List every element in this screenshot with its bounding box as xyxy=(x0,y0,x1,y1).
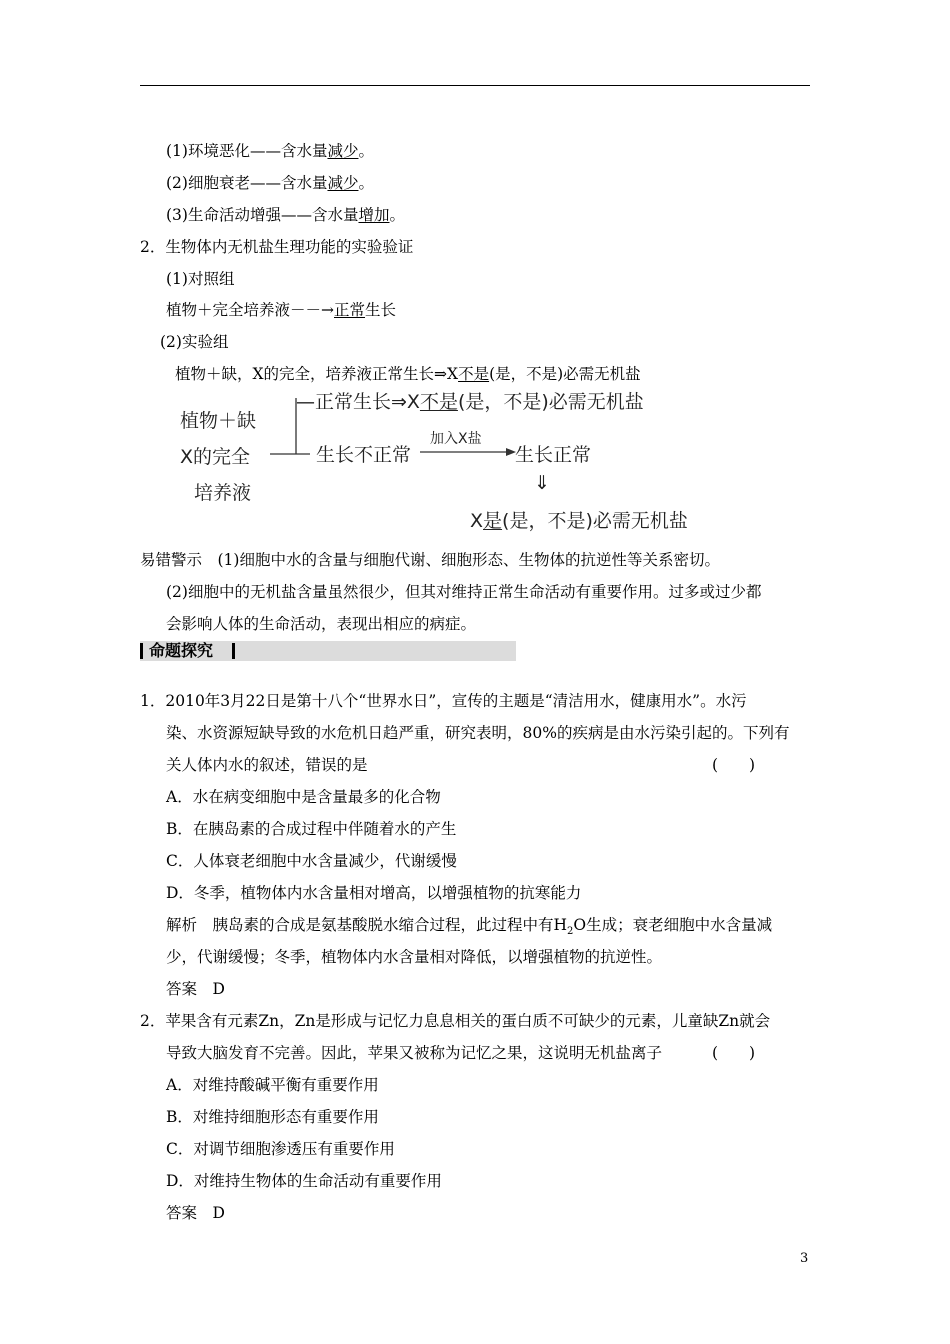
q1-analysis-line-1 xyxy=(166,913,772,937)
q1-line-2: 染、水资源短缺导致的水危机日趋严重，研究表明，80%的疾病是由水污染引起的。下列有 xyxy=(166,724,790,742)
q1-answer-parens: ( ) xyxy=(712,756,756,774)
section-title-bar xyxy=(140,641,516,661)
q2-answer: 答案 D xyxy=(166,1204,225,1222)
section-2-heading: 2．生物体内无机盐生理功能的实验验证 xyxy=(140,238,414,256)
control-group-line xyxy=(166,298,396,320)
q2-answer-parens: ( ) xyxy=(712,1044,756,1062)
answer-underlined: 减少 xyxy=(327,174,359,192)
list-item-1 xyxy=(166,139,374,161)
analysis-text: 解析 胰岛素的合成是氨基酸脱水缩合过程，此过程中有H xyxy=(166,916,568,934)
section-bar-right-mark xyxy=(232,643,235,659)
q1-option-c: C．人体衰老细胞中水含量减少，代谢缓慢 xyxy=(166,852,457,870)
diagram-branch-2: 生长不正常 xyxy=(316,444,412,466)
subscript: 2 xyxy=(567,926,574,938)
item-text: (2)细胞衰老——含水量 xyxy=(166,174,328,192)
item-suffix: 。 xyxy=(358,174,374,192)
conclusion-suffix: (是，不是)必需无机盐 xyxy=(502,510,688,532)
q1-option-a: A．水在病变细胞中是含量最多的化合物 xyxy=(166,788,441,806)
answer-underlined: 减少 xyxy=(327,142,359,160)
branch-suffix: (是，不是)必需无机盐 xyxy=(457,391,644,413)
diagram-box-line-2: X的完全 xyxy=(180,446,251,468)
control-group-label: (1)对照组 xyxy=(166,270,235,288)
diagram-branch-1 xyxy=(296,387,644,414)
answer-underlined: 不是 xyxy=(419,391,458,413)
branch-text: —正常生长⇒X xyxy=(296,391,420,413)
list-item-2 xyxy=(166,171,374,193)
q1-option-b: B．在胰岛素的合成过程中伴随着水的产生 xyxy=(166,820,457,838)
item-suffix: 。 xyxy=(358,142,374,160)
q1-analysis-line-2: 少，代谢缓慢；冬季，植物体内水含量相对降低，以增强植物的抗逆性。 xyxy=(166,948,663,966)
exp-text: 植物＋缺，X的完全，培养液正常生长⇒X xyxy=(175,365,459,383)
q2-option-c: C．对调节细胞渗透压有重要作用 xyxy=(166,1140,395,1158)
warning-line-1: 易错警示 (1)细胞中水的含量与细胞代谢、细胞形态、生物体的抗逆性等关系密切。 xyxy=(140,551,720,569)
experiment-group-line xyxy=(175,362,641,384)
exp-suffix: (是，不是)必需无机盐 xyxy=(489,365,641,383)
control-text: 植物＋完全培养液－－→ xyxy=(166,301,334,319)
diagram-result: 生长正常 xyxy=(515,444,592,466)
q1-line-3: 关人体内水的叙述，错误的是 xyxy=(166,756,368,774)
q1-line-1: 1．2010年3月22日是第十八个“世界水日”，宣传的主题是“清洁用水，健康用水”。水污 xyxy=(140,692,747,710)
section-bar-left-mark xyxy=(140,643,143,659)
item-suffix: 。 xyxy=(389,206,405,224)
answer-underlined: 是 xyxy=(483,510,503,532)
header-rule xyxy=(140,85,810,86)
warning-line-3: 会影响人体的生命活动，表现出相应的病症。 xyxy=(166,615,477,633)
answer-underlined: 增加 xyxy=(358,206,390,224)
diagram-conclusion xyxy=(470,506,688,533)
diagram-box-line-1: 植物＋缺 xyxy=(180,410,257,432)
item-text: (1)环境恶化——含水量 xyxy=(166,142,328,160)
q2-option-d: D．对维持生物体的生命活动有重要作用 xyxy=(166,1172,442,1190)
q2-option-b: B．对维持细胞形态有重要作用 xyxy=(166,1108,379,1126)
q2-line-2: 导致大脑发育不完善。因此，苹果又被称为记忆之果，这说明无机盐离子 xyxy=(166,1044,663,1062)
q2-option-a: A．对维持酸碱平衡有重要作用 xyxy=(166,1076,379,1094)
section-title: 命题探究 xyxy=(149,641,214,660)
diagram-arrow-label: 加入X盐 xyxy=(430,431,482,447)
warning-line-2: (2)细胞中的无机盐含量虽然很少，但其对维持正常生命活动有重要作用。过多或过少都 xyxy=(166,583,762,601)
q2-line-1: 2．苹果含有元素Zn，Zn是形成与记忆力息息相关的蛋白质不可缺少的元素，儿童缺Zn就会 xyxy=(140,1012,771,1030)
diagram-box-line-3: 培养液 xyxy=(194,482,252,504)
item-text: (3)生命活动增强——含水量 xyxy=(166,206,359,224)
answer-underlined: 正常 xyxy=(334,301,366,319)
down-arrow-icon: ⇓ xyxy=(534,472,550,494)
control-suffix: 生长 xyxy=(365,301,397,319)
analysis-text-cont: O生成；衰老细胞中水含量减 xyxy=(573,916,773,934)
q1-answer: 答案 D xyxy=(166,980,225,998)
list-item-3 xyxy=(166,203,405,225)
conclusion-text: X xyxy=(470,510,484,532)
page-number: 3 xyxy=(800,1251,809,1266)
q1-option-d: D．冬季，植物体内水含量相对增高，以增强植物的抗寒能力 xyxy=(166,884,582,902)
experiment-group-label: (2)实验组 xyxy=(160,333,229,351)
answer-underlined: 不是 xyxy=(458,365,490,383)
